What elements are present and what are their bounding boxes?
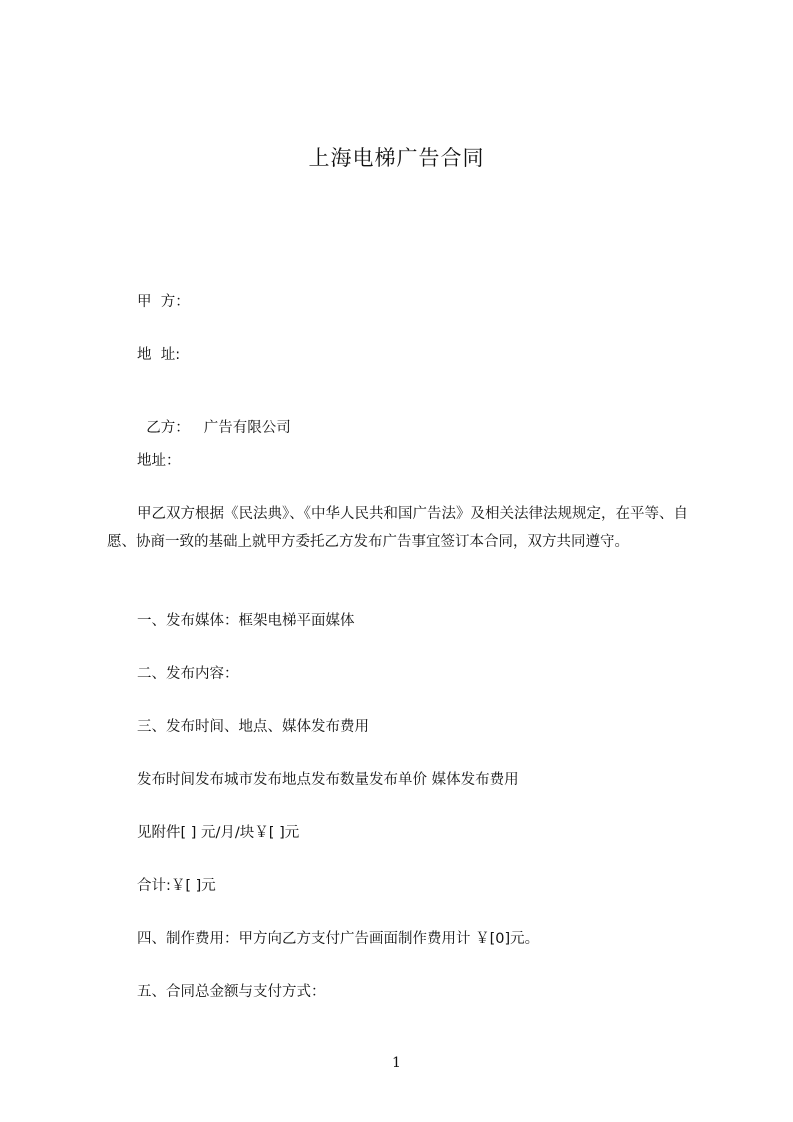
fee-table-header: 发布时间发布城市发布地点发布数量发布单价 媒体发布费用 [137,772,519,788]
document-title: 上海电梯广告合同 [308,146,485,170]
section-3: 三、发布时间、地点、媒体发布费用 [137,719,369,735]
party-a-label: 甲 方： [137,294,190,310]
section-5: 五、合同总金额与支付方式： [137,984,326,1000]
party-b-name: 广告有限公司 [203,420,291,436]
address-a-label: 地 址: [137,347,181,363]
party-b-label: 乙方： [146,420,190,436]
section-2: 二、发布内容： [137,666,239,682]
section-4: 四、制作费用：甲方向乙方支付广告画面制作费用计 ￥[0]元。 [137,931,540,947]
attachment-line: 见附件[ ] 元/月/块￥[ ]元 [137,825,300,841]
total-line: 合计:￥[ ]元 [137,878,216,894]
party-b-line [137,398,291,438]
address-b-label: 地址： [137,453,181,469]
page-number: 1 [392,1055,401,1071]
section-1: 一、发布媒体：框架电梯平面媒体 [137,613,355,629]
preamble-paragraph: 甲乙双方根据《民法典》、《中华人民共和国广告法》及相关法律法规规定，在平等、自愿、协商一致的基础上就甲方委托乙方发布广告事宜签订本合同，双方共同遵守。 [107,506,688,550]
